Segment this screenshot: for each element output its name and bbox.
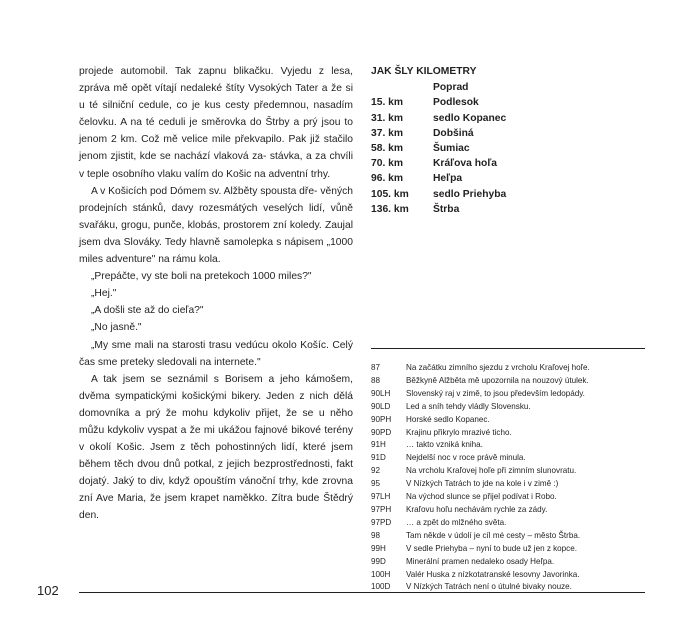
caption-row [371, 478, 645, 491]
dialogue-line: „No jasně." [91, 322, 142, 334]
caption-text: Minerální pramen nedaleko osady Heľpa. [406, 556, 555, 566]
place-cell: Poprad [433, 82, 469, 94]
kilometers-title: JAK ŠLY KILOMETRY [371, 66, 477, 77]
text-line: stávka, a za chvíli v teple osobního vlaku valím do Košic [79, 151, 353, 180]
caption-number: 92 [371, 466, 381, 476]
caption-row [371, 543, 645, 556]
table-row [371, 156, 506, 171]
text-line: lidí, které jsem během těch dvou dnů potkal, z jejich [79, 442, 353, 471]
text-line: Celý čas sme preteky sledovali na internete." [79, 339, 353, 368]
place-cell: Šumiac [433, 143, 470, 155]
caption-row [371, 439, 645, 452]
text-line: bikové terény v okolí Košic. Jsem z těch pohostinných [79, 424, 353, 454]
paragraph-3 [79, 371, 353, 525]
caption-row [371, 556, 645, 569]
text-line: „My sme mali na starosti trasu vedúcu okolo Košíc. [91, 339, 329, 351]
table-row [371, 187, 506, 202]
place-cell: sedlo Kopanec [433, 112, 507, 124]
caption-number: 87 [371, 363, 381, 372]
text-line: a že si u té silniční cedule, co je kus cesty předemnou, [79, 83, 353, 112]
caption-number: 100H [371, 569, 391, 579]
caption-text: Slovenský raj v zimě, to jsou především ledopády. [406, 388, 585, 398]
footer-divider [79, 592, 645, 593]
table-row [371, 80, 506, 95]
place-cell: sedlo Priehyba [433, 188, 507, 200]
caption-text: Horské sedlo Kopanec. [406, 414, 490, 424]
text-line: nasadím čelovku. A na té ceduli je směrovka do Štrby [79, 100, 353, 129]
place-cell: Kráľova hoľa [433, 158, 498, 170]
caption-number: 100D [371, 582, 391, 592]
caption-text: Na vrcholu Kraľovej hoľe při zimním slunovratu. [406, 466, 577, 476]
caption-number: 90PH [371, 414, 392, 424]
caption-row [371, 491, 645, 504]
table-row [371, 171, 506, 186]
km-cell: 31. km [371, 112, 404, 124]
caption-number: 95 [371, 479, 381, 489]
caption-number: 97PD [371, 517, 392, 527]
text-line: A v Košicích pod Dómem sv. Alžběty spousta dře- [91, 185, 318, 197]
paragraph-2 [79, 183, 353, 268]
caption-text: Na začátku zimního sjezdu z vrcholu Kraľovej hoľe. [406, 363, 590, 372]
km-cell: 105. km [371, 188, 409, 200]
place-cell: Heľpa [433, 173, 463, 185]
table-row [371, 111, 506, 126]
caption-number: 90LH [371, 388, 391, 398]
caption-row [371, 452, 645, 465]
text-line: a prý jsou to jenom 2 km. Což mě velice mile překvapilo. [79, 117, 353, 146]
caption-number: 98 [371, 530, 381, 540]
km-cell: 136. km [371, 203, 409, 215]
caption-number: 97LH [371, 492, 391, 502]
kilometers-table [371, 80, 506, 217]
caption-text: … a zpět do mlžného světa. [406, 517, 507, 527]
notes-divider [371, 348, 645, 349]
caption-number: 90PD [371, 427, 392, 437]
caption-number: 99D [371, 556, 386, 566]
caption-text: Tam někde v údolí je cíl mé cesty – město Štrba. [406, 530, 581, 540]
caption-number: 91D [371, 453, 386, 463]
caption-text: V Nízkých Tatrách není o útulné bivaky nouze. [406, 582, 572, 592]
text-line: vánoční trhy, kde zrovna zní Ave Maria, že jsem krapet [79, 476, 353, 505]
caption-text: Nejdelší noc v roce právě minula. [406, 453, 526, 463]
table-row [371, 141, 506, 156]
place-cell: Štrba [433, 203, 460, 215]
caption-row [371, 517, 645, 530]
table-row [371, 202, 506, 217]
table-row [371, 126, 506, 141]
caption-number: 91H [371, 440, 386, 450]
caption-text: V Nízkých Tatrách to jde na kole i v zimě :) [406, 479, 559, 489]
text-line: věných prodejních stánků, davy rozesmátých veselých [79, 185, 353, 214]
caption-text: Led a sníh tehdy vládly Slovensku. [406, 401, 531, 411]
km-cell: 96. km [371, 173, 404, 185]
place-cell: Podlesok [433, 97, 479, 109]
caption-number: 99H [371, 543, 386, 553]
caption-text: V sedle Priehyba – nyní to bude už jen z kopce. [406, 543, 577, 553]
caption-number: 90LD [371, 401, 391, 411]
text-line: naměkko. Zítra bude Štědrý den. [79, 493, 353, 522]
caption-row [371, 465, 645, 478]
place-cell: Dobšiná [433, 127, 474, 139]
page-number: 102 [37, 583, 59, 598]
table-row [371, 95, 506, 110]
main-text-column [79, 63, 353, 525]
caption-row [371, 427, 645, 440]
caption-row [371, 414, 645, 427]
text-line: dvěma sympatickými košickými bikery. Jeden z nich [79, 390, 329, 402]
text-line: koledy. Zaujal jsem dva Slováky. Tedy hlavně samolepka [79, 219, 353, 248]
caption-text: … takto vzniká kniha. [406, 440, 483, 450]
caption-text: Krajinu přikrylo mrazivé ticho. [406, 427, 512, 437]
km-cell [371, 80, 433, 95]
text-line: A tak jsem se seznámil s Borisem a jeho kámošem, [91, 373, 353, 385]
caption-number: 97PH [371, 504, 392, 514]
caption-number: 88 [371, 375, 381, 385]
text-line: zpráva mě opět vítají nedaleké štíty Vysokých Tater [79, 83, 319, 95]
caption-row [371, 569, 645, 582]
text-line: na adventní trhy. [254, 168, 331, 180]
caption-row [371, 401, 645, 414]
km-cell: 58. km [371, 143, 404, 155]
photo-captions-list [371, 362, 645, 594]
paragraph-1 [79, 63, 353, 183]
caption-text: Běžkyně Alžběta mě upozornila na nouzový útulek. [406, 375, 589, 385]
caption-text: Na východ slunce se přijel podívat i Robo. [406, 492, 557, 502]
caption-row [371, 388, 645, 401]
dialogue-line: „Prepáčte, vy ste boli na pretekoch 1000 miles?" [91, 271, 312, 283]
caption-row [371, 362, 645, 375]
km-cell: 37. km [371, 127, 404, 139]
kilometers-box [371, 64, 641, 217]
km-cell: 15. km [371, 97, 404, 109]
caption-text: Kraľovu hoľu nechávám rychle za zády. [406, 504, 548, 514]
text-line: bezprostřednosti, fakt dojatý. Jaký to div, když opouštím [79, 459, 353, 488]
text-line: dělá domovníka a prý že mohu kdykoliv přijet, že se [79, 390, 353, 419]
caption-row [371, 530, 645, 543]
caption-row [371, 504, 645, 517]
km-cell: 70. km [371, 158, 404, 170]
text-line: lidí, vůně svařáku, grogu, punče, klobás, prostorem zní [79, 202, 353, 231]
text-line: projede automobil. Tak zapnu blikačku. Vyjedu z lesa, [79, 66, 353, 77]
caption-text: Valér Huska z nízkotatranské lesovny Javorinka. [406, 569, 580, 579]
dialogue-paragraph [79, 337, 353, 371]
dialogue-line: „Hej." [91, 288, 117, 300]
text-line: Pak již stačilo jenom zjistit, kde se nachází vlaková za- [79, 134, 353, 163]
text-line: s nápisem „1000 miles adventure" na rámu kola. [79, 236, 353, 266]
dialogue-line: „A došli ste až do cieľa?" [91, 305, 204, 317]
text-line: u něho můžu kdykoliv vyspat a že mi ukážou fajnové [79, 407, 353, 436]
caption-row [371, 375, 645, 388]
